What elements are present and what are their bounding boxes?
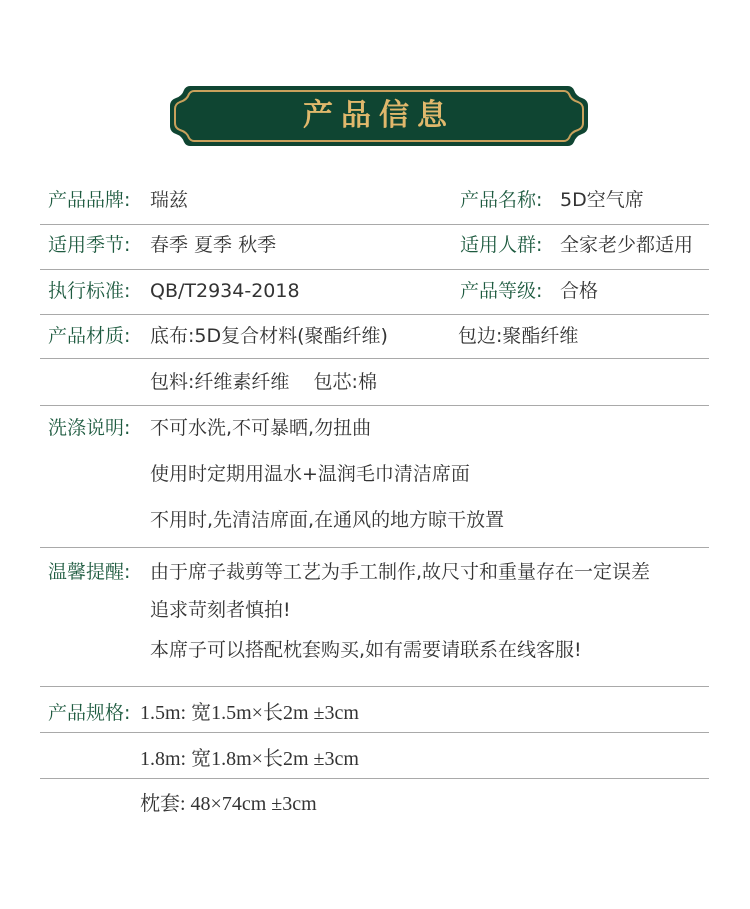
section-title-banner [168, 84, 590, 148]
material-value: 底布:5D复合材料(聚酯纤维) [150, 325, 388, 347]
edge-value: 包边:聚酯纤维 [458, 325, 579, 347]
season-label: 适用季节: [48, 234, 131, 256]
divider [40, 732, 709, 733]
brand-value: 瑞兹 [150, 189, 189, 211]
washing-text: 不用时,先清洁席面,在通风的地方晾干放置 [150, 509, 505, 531]
divider [40, 314, 709, 315]
section-title: 产品信息 [303, 98, 455, 133]
divider [40, 269, 709, 270]
crowd-label: 适用人群: [460, 234, 543, 256]
crowd-value: 全家老少都适用 [560, 234, 694, 256]
standard-label: 执行标准: [48, 280, 131, 302]
spec-text: 1.8m: 宽1.8m×长2m ±3cm [140, 748, 359, 770]
divider [40, 405, 709, 406]
brand-label: 产品品牌: [48, 189, 131, 211]
standard-value: QB/T2934-2018 [150, 280, 300, 302]
reminder-text: 由于席子裁剪等工艺为手工制作,故尺寸和重量存在一定误差 [150, 561, 651, 583]
divider [40, 224, 709, 225]
spec-text: 枕套: 48×74cm ±3cm [140, 793, 317, 815]
washing-label: 洗涤说明: [48, 417, 131, 439]
product-name-value: 5D空气席 [560, 189, 644, 211]
spec-text: 1.5m: 宽1.5m×长2m ±3cm [140, 702, 359, 724]
divider [40, 686, 709, 687]
material-label: 产品材质: [48, 325, 131, 347]
washing-text: 不可水洗,不可暴晒,勿扭曲 [150, 417, 372, 439]
reminder-text: 本席子可以搭配枕套购买,如有需要请联系在线客服! [150, 639, 582, 661]
washing-text: 使用时定期用温水+温润毛巾清洁席面 [150, 463, 470, 485]
grade-value: 合格 [560, 280, 599, 302]
divider [40, 778, 709, 779]
product-name-label: 产品名称: [460, 189, 543, 211]
reminder-label: 温馨提醒: [48, 561, 131, 583]
material-value-2: 包料:纤维素纤维 包芯:棉 [150, 371, 377, 393]
spec-label: 产品规格: [48, 702, 131, 724]
grade-label: 产品等级: [460, 280, 543, 302]
season-value: 春季 夏季 秋季 [150, 234, 277, 256]
divider [40, 358, 709, 359]
reminder-text: 追求苛刻者慎拍! [150, 599, 291, 621]
divider [40, 547, 709, 548]
